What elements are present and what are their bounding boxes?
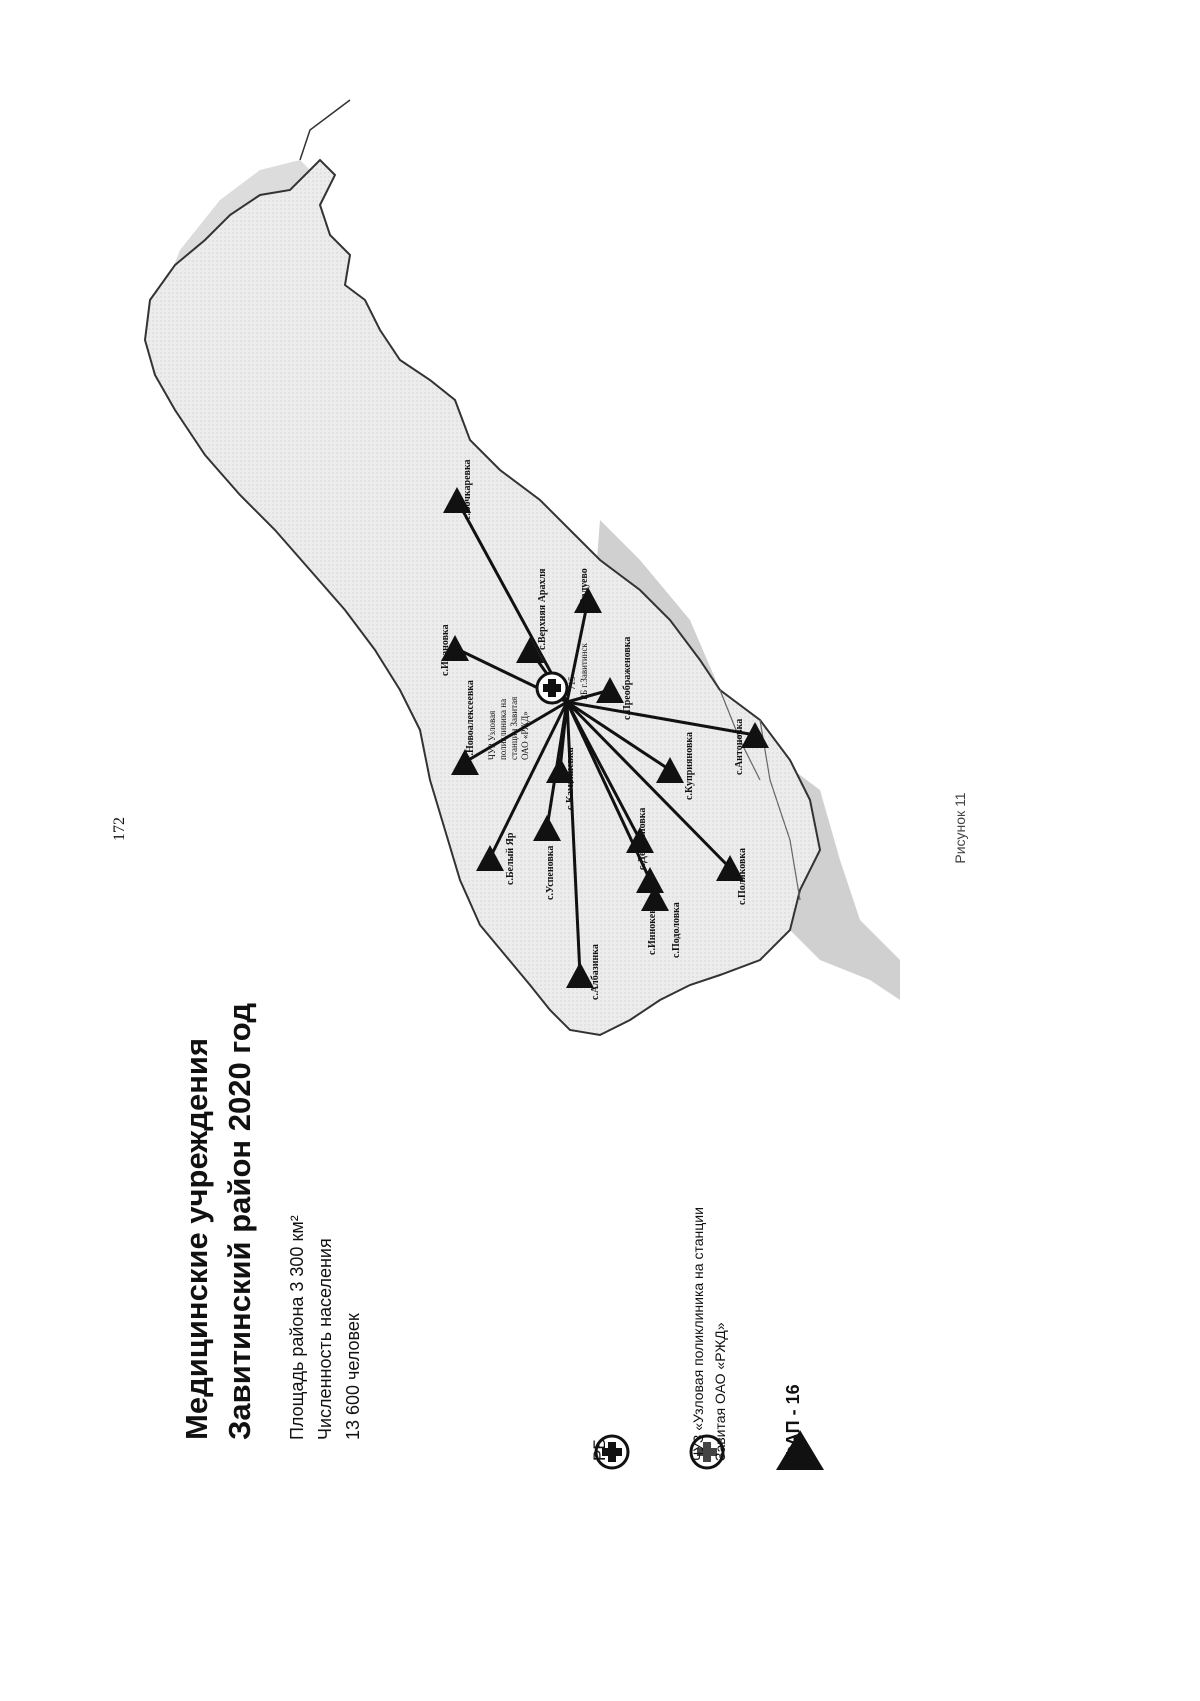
area-text: Площадь района 3 300 км² xyxy=(287,1215,307,1440)
figure-caption: Рисунок 11 xyxy=(952,792,968,864)
settlement-label: с.Камышевка xyxy=(565,747,576,810)
page-number: 172 xyxy=(111,817,128,841)
settlement-label: с.Успеновка xyxy=(545,845,556,900)
settlement-label: с.Преображеновка xyxy=(622,636,633,720)
settlement-label: с.Ивановка xyxy=(440,624,451,676)
legend-rb-label: РБ xyxy=(590,1438,609,1461)
chuz-map-label-line: ЧУЗ Узловая xyxy=(487,710,497,760)
district-hospital-code: 715 xyxy=(567,676,577,690)
legend-fap-label: ФАП - 16 xyxy=(783,1384,803,1461)
title-line-1: Медицинские учреждения xyxy=(179,1037,214,1440)
chuz-map-label-line: ОАО «РЖД» xyxy=(520,711,530,760)
legend-chuz-label xyxy=(687,1207,731,1461)
settlement-label: с.Белый Яр xyxy=(505,832,516,885)
settlement-label: с.Бочкаревка xyxy=(462,459,473,520)
settlement-label: с.Верхняя Арахля xyxy=(537,568,548,650)
chuz-map-label-line: станции Завитая xyxy=(509,696,519,760)
title-line-2: Завитинский район 2020 год xyxy=(222,1002,257,1440)
district-hospital-label: РБ г.Завитинск xyxy=(579,643,589,700)
settlement-label: с.Иннокентьевка xyxy=(647,877,658,955)
legend-chuz-line-1: ЧУЗ «Узловая поликлиника на станции xyxy=(690,1207,706,1461)
settlement-label: с.Куприяновка xyxy=(684,732,695,800)
settlement-label: с.Валуево xyxy=(579,568,590,612)
settlement-label: с.Демьяновка xyxy=(637,807,648,870)
population-value: 13 600 человек xyxy=(343,1313,363,1440)
settlement-label: с.Новоалексеевка xyxy=(465,680,476,760)
settlement-label: с.Поляковка xyxy=(737,848,748,905)
settlement-label: с.Антоновка xyxy=(734,718,745,775)
legend-chuz-line-2: Завитая ОАО «РЖД» xyxy=(712,1322,728,1461)
settlement-label: с.Албазинка xyxy=(590,944,601,1000)
population-label: Численность населения xyxy=(315,1238,335,1440)
settlement-label: с.Подоловка xyxy=(671,902,682,958)
chuz-map-label-line: поликлиника на xyxy=(498,698,508,760)
